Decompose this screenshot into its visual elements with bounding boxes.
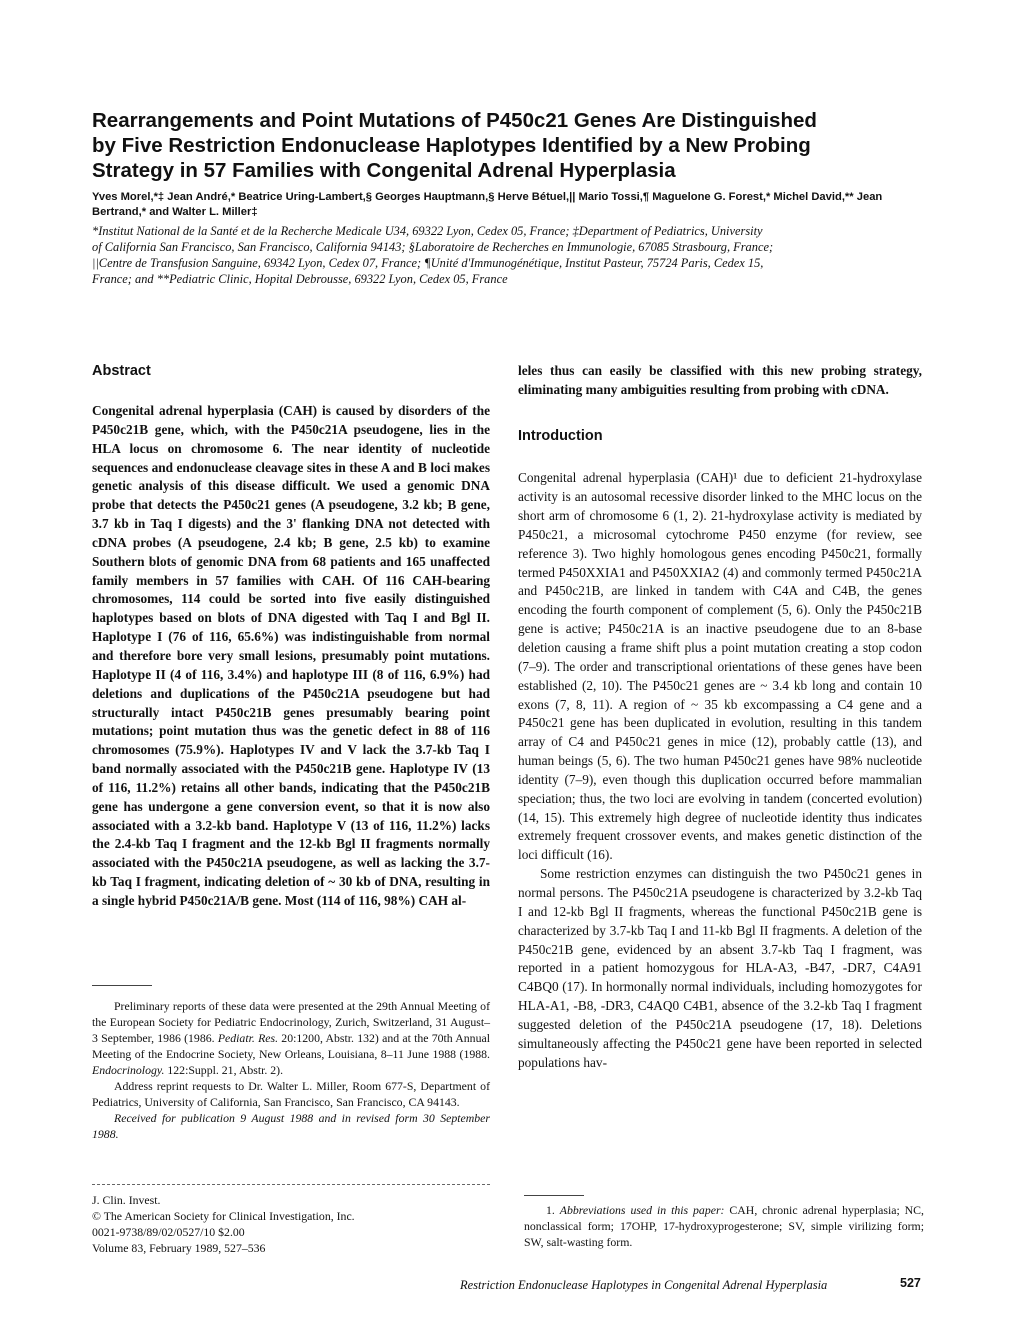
preliminary-footnotes <box>92 998 490 1142</box>
abstract-continuation: leles thus can easily be classified with this new probing strategy, eliminating many ambiguities resulting from probing with cDNA. <box>518 363 922 397</box>
left-column <box>92 362 490 911</box>
right-column <box>518 362 922 1072</box>
article-title <box>92 108 932 183</box>
received-date-note: Received for publication 9 August 1988 and in revised form 30 September 1988. <box>92 1111 490 1141</box>
running-footer: Restriction Endonuclease Haplotypes in Congenital Adrenal Hyperplasia <box>460 1278 828 1292</box>
title-line: Rearrangements and Point Mutations of P450c21 Genes Are Distinguished <box>92 109 817 132</box>
journal-name: J. Clin. Invest. <box>92 1193 161 1207</box>
affiliation-line: of California San Francisco, San Francisco, California 94143; §Laboratoire de Recherches en Immunologie, 67085 Strasbourg, France; <box>92 240 774 254</box>
preliminary-report-note: Preliminary reports of these data were presented at the 29th Annual Meeting of the European Society for Pediatric Endocrinology, Zurich, Switzerland, 31 August–3 September, 1986 (1986. Pediatr. Res. 20:1200, Abstr. 132) and at the 70th Annual Meeting of the Endocrine Society, New Orleans, Louisiana, 8–11 June 1988 (1988. Endocrinology. 122:Suppl. 21, Abstr. 2). <box>92 999 490 1077</box>
introduction-heading: Introduction <box>518 428 603 445</box>
abbreviations-footnote <box>524 1202 924 1250</box>
page-number: 527 <box>900 1276 921 1290</box>
affiliation-line: *Institut National de la Santé et de la Recherche Medicale U34, 69322 Lyon, Cedex 05, France; ‡Department of Pediatrics, University <box>92 224 763 238</box>
title-line: by Five Restriction Endonuclease Haplotypes Identified by a New Probing <box>92 134 811 157</box>
abbreviations-note: 1. Abbreviations used in this paper: CAH, chronic adrenal hyperplasia; NC, nonclassical form; 17OHP, 17-hydroxyprogesterone; SV, simple virilizing form; SW, salt-wasting form. <box>524 1203 924 1249</box>
affiliation-line: France; and **Pediatric Clinic, Hopital Debrousse, 69322 Lyon, Cedex 05, France <box>92 272 508 286</box>
affiliation-line: ||Centre de Transfusion Sanguine, 69342 Lyon, Cedex 07, France; ¶Unité d'Immunogénétique, Institut Pasteur, 75724 Paris, Cedex 15, <box>92 256 764 270</box>
journal-info-divider <box>92 1184 490 1185</box>
volume-line: Volume 83, February 1989, 527–536 <box>92 1241 266 1255</box>
title-line: Strategy in 57 Families with Congenital Adrenal Hyperplasia <box>92 159 676 182</box>
copyright-line: © The American Society for Clinical Investigation, Inc. <box>92 1209 355 1223</box>
introduction-paragraph: Some restriction enzymes can distinguish the two P450c21 genes in normal persons. The P450c21A pseudogene is characterized by 3.2-kb Taq I and 12-kb Bgl II fragments, whereas the functional P450c21B gene is characterized by 3.7-kb Taq I and 11-kb Bgl II fragments. A deletion of the P450c21B gene, evidenced by an absent 3.7-kb Taq I fragment, was reported in a patient homozygous for HLA-A3, -B47, -DR7, C4A91 C4BQ0 (17). In hormonally normal individuals, including homozygotes for HLA-A1, -B8, -DR3, C4AQ0 C4B1, absence of the 3.2-kb Taq I fragment suggested deletion of the P450c21A pseudogene (17, 18). Deletions simultaneously affecting the P450c21 gene have been reported in selected populations hav- <box>518 866 922 1070</box>
introduction-paragraph: Congenital adrenal hyperplasia (CAH)¹ due to deficient 21-hydroxylase activity is an autosomal recessive disorder linked to the MHC locus on the short arm of chromosome 6 (1, 2). 21-hydroxylase activity is mediated by P450c21, a microsomal cytochrome P450 enzyme (for review, see reference 3). Two highly homologous genes encoding P450c21, formally termed P450XXIA1 and P450XXIA2 (4) and commonly termed P450c21A and P450c21B, are linked in tandem with C4A and C4B, the genes encoding the fourth component of complement (5, 6). Only the P450c21B gene is active; P450c21A is an inactive pseudogene due to an 8-base deletion causing a frame shift plus a point mutation creating a stop codon (7–9). The order and transcriptional orientations of these genes have been established (2, 10). The P450c21 genes are ~ 3.4 kb long and contain 10 exons (7, 8, 11). A region of ~ 35 kb excompassing a C4 gene and a P450c21 gene has been duplicated in evolution, resulting in this tandem array of C4 and P450c21 genes in mice (12), probably cattle (13), and human beings (5, 6). The two human P450c21 genes have 98% nucleotide identity (7–9), even though this duplication occurred before mammalian speciation; thus, the two loci are evolving in tandem (concerted evolution) (14, 15). This extremely high degree of nucleotide identity thus indicates extremely frequent crossover events, and makes genetic distinction of the loci difficult (16). <box>518 470 922 863</box>
footnote-divider <box>92 985 152 986</box>
reprint-address-note: Address reprint requests to Dr. Walter L. Miller, Room 677-S, Department of Pediatrics, University of California, San Francisco, San Francisco, CA 94143. <box>92 1079 490 1109</box>
author-list: Yves Morel,*‡ Jean André,* Beatrice Uring-Lambert,§ Georges Hauptmann,§ Herve Bétuel,|| Mario Tossi,¶ Maguelone G. Forest,* Michel David,** Jean Bertrand,* and Walter L. Miller‡ <box>92 191 883 218</box>
issn-line: 0021-9738/89/02/0527/10 $2.00 <box>92 1225 245 1239</box>
affiliations <box>92 223 932 287</box>
journal-info <box>92 1192 490 1256</box>
abstract-text: Congenital adrenal hyperplasia (CAH) is caused by disorders of the P450c21B gene, which, with the P450c21A pseudogene, lies in the HLA locus on chromosome 6. The near identity of nucleotide sequences and endonuclease cleavage sites in these A and B loci makes genetic analysis of this disease difficult. We used a genomic DNA probe that detects the P450c21 genes (A pseudogene, 3.2 kb; B gene, 3.7 kb in Taq I digests) and the 3' flanking DNA not detected with cDNA probes (A pseudogene, 2.4 kb; B gene, 2.5 kb) to examine Southern blots of genomic DNA from 68 patients and 165 unaffected family members in 57 families with CAH. Of 116 CAH-bearing chromosomes, 114 could be sorted into five easily distinguished haplotypes based on blots of DNA digested with Taq I and Bgl II. Haplotype I (76 of 116, 65.6%) was indistinguishable from normal and therefore bore very small lesions, presumably point mutations. Haplotype II (4 of 116, 3.4%) and haplotype III (8 of 116, 6.9%) had deletions and duplications of the P450c21A pseudogene but had structurally intact P450c21B genes presumably bearing point mutations; point mutation thus was the genetic defect in 88 of 116 chromosomes (75.9%). Haplotypes IV and V lack the 3.7-kb Taq I band normally associated with the P450c21B gene. Haplotype IV (13 of 116, 11.2%) retains all other bands, indicating that the P450c21B gene has undergone a gene conversion event, so that it is now also associated with a 3.2-kb band. Haplotype V (13 of 116, 11.2%) lacks the 2.4-kb Taq I fragment and the 12-kb Bgl II fragments normally associated with the P450c21A pseudogene, as well as lacking the 3.7-kb Taq I fragment, indicating deletion of ~ 30 kb of DNA, resulting in a single hybrid P450c21A/B gene. Most (114 of 116, 98%) CAH al- <box>92 403 490 908</box>
abstract-heading: Abstract <box>92 363 151 379</box>
abbrev-divider <box>524 1195 584 1196</box>
